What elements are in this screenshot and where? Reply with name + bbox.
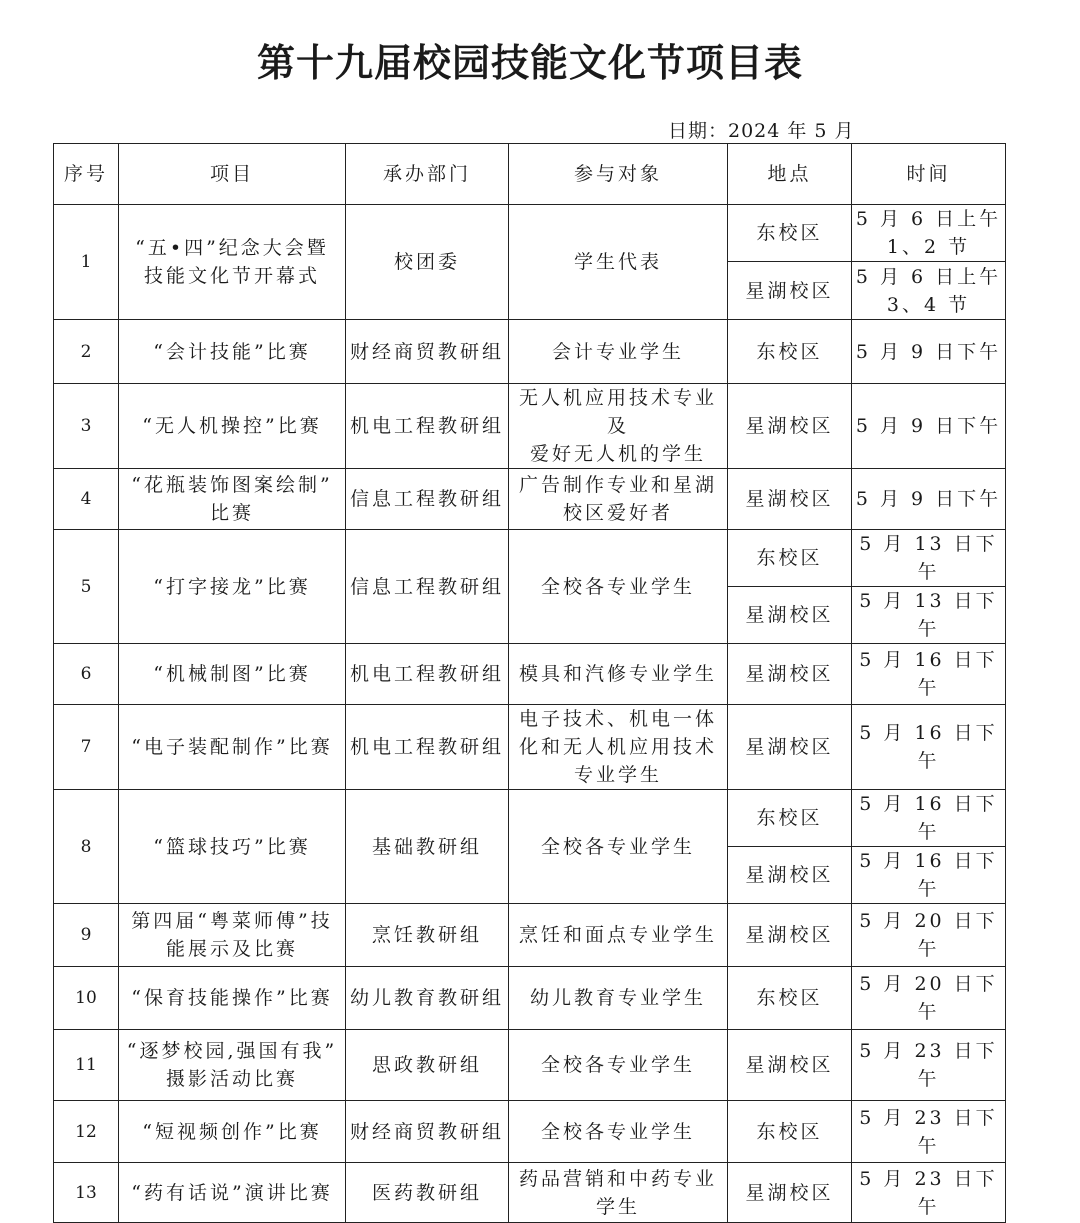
- cell-time-line: 5 月 16 日下午: [859, 850, 998, 900]
- cell-location-line: 星湖校区: [745, 736, 834, 758]
- header-project: 项目: [119, 144, 346, 205]
- cell-location: [728, 1163, 852, 1223]
- cell-time: [852, 847, 1006, 904]
- cell-time-line: 5 月 23 日下午: [859, 1040, 998, 1090]
- cell-time: [852, 530, 1006, 587]
- cell-project-line: 能展示及比赛: [165, 938, 298, 960]
- table-header-row: [54, 144, 1006, 205]
- cell-time: [852, 587, 1006, 644]
- cell-participants: [509, 384, 728, 469]
- cell-participants-line: 专业学生: [573, 764, 662, 786]
- cell-participants: [509, 1030, 728, 1101]
- cell-participants-line: 学生: [595, 1195, 640, 1218]
- cell-project: [119, 469, 346, 530]
- cell-time: [852, 205, 1006, 262]
- table-row: [54, 705, 1006, 790]
- cell-project: [119, 644, 346, 705]
- cell-location: [728, 205, 852, 262]
- cell-department-line: 医药教研组: [371, 1181, 482, 1204]
- cell-time-line: 5 月 16 日下午: [859, 793, 998, 843]
- cell-time-line: 5 月 16 日下午: [859, 722, 998, 772]
- cell-participants-line: 化和无人机应用技术: [518, 736, 717, 758]
- cell-location-line: 星湖校区: [745, 415, 834, 437]
- cell-seq: [54, 1163, 119, 1223]
- table-row: [54, 1101, 1006, 1163]
- cell-participants: [509, 1163, 728, 1223]
- cell-department-line: 信息工程教研组: [349, 488, 504, 510]
- cell-participants-line: 广告制作专业和星湖: [518, 474, 717, 496]
- cell-department: [346, 1030, 509, 1101]
- header-time: 时间: [852, 144, 1006, 205]
- cell-department: [346, 1163, 509, 1223]
- cell-seq: [54, 384, 119, 469]
- cell-project: [119, 705, 346, 790]
- cell-time-line: 5 月 20 日下午: [859, 910, 998, 960]
- cell-time-line: 5 月 16 日下午: [859, 649, 998, 699]
- cell-time-line: 5 月 20 日下午: [859, 973, 998, 1023]
- cell-time-line: 5 月 9 日下午: [855, 415, 1002, 437]
- cell-time: [852, 705, 1006, 790]
- cell-seq-line: 2: [80, 341, 92, 362]
- cell-time-line: 3、4 节: [886, 293, 971, 316]
- cell-time: [852, 644, 1006, 705]
- cell-time-line: 5 月 6 日上午: [855, 265, 1002, 288]
- cell-participants: [509, 705, 728, 790]
- cell-seq: [54, 205, 119, 320]
- cell-project-line: “逐梦校园,强国有我”: [126, 1040, 338, 1062]
- cell-department-line: 机电工程教研组: [349, 663, 504, 685]
- cell-time: [852, 262, 1006, 320]
- table-row: [54, 967, 1006, 1030]
- cell-seq-line: 5: [80, 576, 92, 597]
- cell-department-line: 财经商贸教研组: [349, 340, 504, 363]
- cell-location: [728, 530, 852, 587]
- cell-participants-line: 电子技术、机电一体: [518, 708, 717, 730]
- cell-department: [346, 705, 509, 790]
- cell-project: [119, 904, 346, 967]
- cell-participants-line: 爱好无人机的学生: [529, 443, 706, 465]
- cell-department: [346, 967, 509, 1030]
- cell-time: [852, 1030, 1006, 1101]
- table-row: [54, 384, 1006, 469]
- table-body: [54, 205, 1006, 1223]
- cell-project: [119, 1030, 346, 1101]
- cell-location-line: 星湖校区: [745, 488, 834, 510]
- table-row: [54, 790, 1006, 847]
- cell-department: [346, 469, 509, 530]
- cell-department-line: 信息工程教研组: [349, 575, 504, 598]
- cell-location: [728, 587, 852, 644]
- cell-project-line: “短视频创作”比赛: [142, 1120, 322, 1143]
- cell-seq: [54, 644, 119, 705]
- cell-time-line: 5 月 13 日下午: [859, 533, 998, 583]
- cell-participants-line: 校区爱好者: [562, 502, 673, 524]
- cell-location: [728, 320, 852, 384]
- cell-department: [346, 1101, 509, 1163]
- cell-participants-line: 模具和汽修专业学生: [518, 663, 717, 685]
- cell-time: [852, 384, 1006, 469]
- cell-project-line: “五•四”纪念大会暨: [135, 237, 329, 259]
- cell-project-line: “无人机操控”比赛: [142, 415, 322, 437]
- cell-time-line: 5 月 13 日下午: [859, 590, 998, 640]
- cell-seq-line: 8: [80, 836, 92, 857]
- cell-project: [119, 1163, 346, 1223]
- cell-location: [728, 384, 852, 469]
- cell-participants-line: 幼儿教育专业学生: [529, 987, 706, 1009]
- cell-participants-line: 烹饪和面点专业学生: [518, 924, 717, 946]
- cell-time-line: 5 月 23 日下午: [859, 1106, 998, 1157]
- cell-time: [852, 469, 1006, 530]
- cell-seq: [54, 530, 119, 644]
- table-row: [54, 530, 1006, 587]
- cell-seq: [54, 790, 119, 904]
- cell-project-line: “电子装配制作”比赛: [131, 736, 333, 758]
- cell-location-line: 星湖校区: [745, 924, 834, 946]
- cell-location-line: 东校区: [756, 1120, 823, 1143]
- cell-location-line: 星湖校区: [745, 1181, 834, 1204]
- cell-seq-line: 10: [75, 988, 97, 1008]
- cell-project-line: “会计技能”比赛: [153, 340, 311, 363]
- cell-seq-line: 7: [80, 737, 92, 757]
- project-table: [53, 143, 1006, 1223]
- cell-participants: [509, 530, 728, 644]
- cell-time: [852, 320, 1006, 384]
- cell-department: [346, 384, 509, 469]
- cell-department: [346, 205, 509, 320]
- cell-project-line: “机械制图”比赛: [153, 663, 311, 685]
- cell-seq-line: 4: [80, 489, 92, 509]
- table-row: [54, 904, 1006, 967]
- cell-project-line: 摄影活动比赛: [165, 1068, 298, 1090]
- table-row: [54, 1163, 1006, 1223]
- cell-participants-line: 全校各专业学生: [540, 1054, 695, 1076]
- cell-seq: [54, 904, 119, 967]
- cell-participants-line: 无人机应用技术专业及: [518, 387, 717, 437]
- cell-project-line: “药有话说”演讲比赛: [131, 1181, 333, 1204]
- cell-department-line: 基础教研组: [371, 835, 482, 858]
- cell-participants: [509, 205, 728, 320]
- cell-project: [119, 1101, 346, 1163]
- cell-project-line: 比赛: [209, 502, 254, 524]
- cell-time: [852, 1101, 1006, 1163]
- cell-project-line: 第四届“粤菜师傅”技: [131, 910, 333, 932]
- cell-time-line: 5 月 9 日下午: [855, 488, 1002, 510]
- cell-seq: [54, 967, 119, 1030]
- cell-participants-line: 会计专业学生: [551, 340, 684, 363]
- cell-seq-line: 9: [80, 925, 92, 945]
- cell-department-line: 机电工程教研组: [349, 415, 504, 437]
- header-participants: 参与对象: [509, 144, 728, 205]
- table-row: [54, 469, 1006, 530]
- cell-participants-line: 全校各专业学生: [540, 1120, 695, 1143]
- cell-participants: [509, 469, 728, 530]
- cell-project-line: “保育技能操作”比赛: [131, 987, 333, 1009]
- cell-project: [119, 320, 346, 384]
- cell-project-line: 技能文化节开幕式: [143, 265, 320, 287]
- cell-time: [852, 904, 1006, 967]
- cell-location-line: 星湖校区: [745, 604, 834, 626]
- cell-location-line: 东校区: [756, 547, 823, 569]
- cell-department: [346, 644, 509, 705]
- cell-location-line: 星湖校区: [745, 663, 834, 685]
- cell-project: [119, 384, 346, 469]
- cell-time: [852, 1163, 1006, 1223]
- cell-time: [852, 790, 1006, 847]
- cell-time-line: 5 月 9 日下午: [855, 340, 1002, 363]
- cell-participants-line: 药品营销和中药专业: [518, 1167, 717, 1190]
- cell-project: [119, 205, 346, 320]
- cell-seq: [54, 1101, 119, 1163]
- cell-project: [119, 530, 346, 644]
- cell-participants: [509, 320, 728, 384]
- cell-participants: [509, 967, 728, 1030]
- cell-participants: [509, 904, 728, 967]
- cell-participants: [509, 644, 728, 705]
- cell-time-line: 5 月 23 日下午: [859, 1167, 998, 1218]
- cell-participants-line: 学生代表: [573, 251, 662, 273]
- cell-location: [728, 847, 852, 904]
- cell-seq: [54, 1030, 119, 1101]
- cell-location-line: 星湖校区: [745, 279, 834, 302]
- cell-time: [852, 967, 1006, 1030]
- cell-department: [346, 530, 509, 644]
- cell-department-line: 幼儿教育教研组: [349, 987, 504, 1009]
- cell-seq-line: 13: [75, 1182, 97, 1203]
- cell-location: [728, 967, 852, 1030]
- cell-project: [119, 790, 346, 904]
- cell-project-line: “篮球技巧”比赛: [153, 835, 311, 858]
- cell-department: [346, 904, 509, 967]
- cell-seq-line: 6: [80, 664, 92, 684]
- cell-seq-line: 12: [75, 1121, 97, 1142]
- table-row: [54, 320, 1006, 384]
- table-row: [54, 205, 1006, 262]
- cell-department-line: 机电工程教研组: [349, 736, 504, 758]
- header-location: 地点: [728, 144, 852, 205]
- cell-department: [346, 790, 509, 904]
- cell-location-line: 东校区: [756, 222, 823, 244]
- cell-location: [728, 469, 852, 530]
- header-department: 承办部门: [346, 144, 509, 205]
- cell-time-line: 5 月 6 日上午: [855, 208, 1002, 230]
- cell-location: [728, 262, 852, 320]
- cell-department-line: 财经商贸教研组: [349, 1120, 504, 1143]
- cell-location-line: 东校区: [756, 340, 823, 363]
- table-row: [54, 644, 1006, 705]
- header-seq: 序号: [54, 144, 119, 205]
- cell-location: [728, 1030, 852, 1101]
- cell-location: [728, 904, 852, 967]
- cell-seq: [54, 320, 119, 384]
- cell-project-line: “花瓶装饰图案绘制”: [131, 474, 333, 496]
- cell-time-line: 1、2 节: [886, 236, 971, 258]
- cell-location-line: 星湖校区: [745, 864, 834, 886]
- document-date: 日期：2024 年 5 月: [668, 120, 855, 142]
- cell-location-line: 东校区: [756, 987, 823, 1009]
- cell-seq: [54, 705, 119, 790]
- cell-participants: [509, 790, 728, 904]
- cell-seq: [54, 469, 119, 530]
- cell-seq-line: 1: [80, 252, 92, 272]
- cell-department-line: 思政教研组: [371, 1054, 482, 1076]
- cell-location: [728, 1101, 852, 1163]
- cell-participants: [509, 1101, 728, 1163]
- cell-department: [346, 320, 509, 384]
- cell-location: [728, 644, 852, 705]
- cell-department-line: 烹饪教研组: [371, 924, 482, 946]
- cell-seq-line: 11: [75, 1055, 97, 1075]
- cell-department-line: 校团委: [393, 251, 460, 273]
- cell-location-line: 星湖校区: [745, 1054, 834, 1076]
- table-row: [54, 1030, 1006, 1101]
- cell-project-line: “打字接龙”比赛: [153, 575, 311, 598]
- cell-seq-line: 3: [80, 416, 92, 436]
- cell-location-line: 东校区: [756, 807, 823, 829]
- cell-participants-line: 全校各专业学生: [540, 835, 695, 858]
- cell-project: [119, 967, 346, 1030]
- cell-location: [728, 790, 852, 847]
- cell-participants-line: 全校各专业学生: [540, 575, 695, 598]
- cell-location: [728, 705, 852, 790]
- document-title: 第十九届校园技能文化节项目表: [256, 41, 803, 85]
